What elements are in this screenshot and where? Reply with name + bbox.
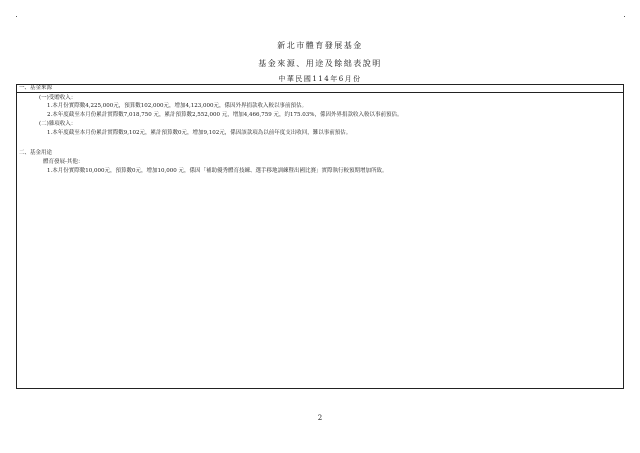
subsection-heading: (二)雜項收入： bbox=[39, 121, 77, 127]
body-line: 1.本年度截至本月份累計實際數9,102元，累計預算數0元，增加9,102元，係因該款項為以前年度支出收回，難以事前預估。 bbox=[47, 130, 352, 136]
section-heading: 二、基金用途 bbox=[19, 150, 53, 156]
document-period: 中華民國114年6月份 bbox=[278, 75, 362, 83]
scan-corner-mark bbox=[16, 16, 17, 17]
body-line: 1.本月份實際數10,000元，預算數0元，增加10,000 元，係因「補助優秀體育技練、選手移地訓練暨出國比賽」實際執行較預期增加所致。 bbox=[47, 168, 388, 174]
explanation-box bbox=[16, 84, 624, 389]
subsection-heading: 體育發展-其他： bbox=[43, 159, 84, 165]
body-line: 1.本月份實際數4,225,000元，預算數102,000元，增加4,123,000元，係因外界捐款收入較以事前預估。 bbox=[47, 103, 307, 109]
page-number: 2 bbox=[317, 414, 323, 422]
body-line: 2.本年度截至本月份累計實際數7,018,750 元，累計預算數2,552,000 元，增加4,466,759 元，約175.03%，係因外界捐款收入較以事前預估。 bbox=[47, 112, 403, 118]
box-header-rule bbox=[17, 92, 623, 93]
scan-corner-mark bbox=[624, 16, 625, 17]
document-subtitle: 基金來源、用途及餘絀表說明 bbox=[258, 59, 382, 68]
subsection-heading: (一)受贈收入： bbox=[39, 95, 77, 101]
document-title: 新北市體育發展基金 bbox=[277, 41, 363, 50]
section-heading: 一、基金來源 bbox=[19, 85, 53, 91]
